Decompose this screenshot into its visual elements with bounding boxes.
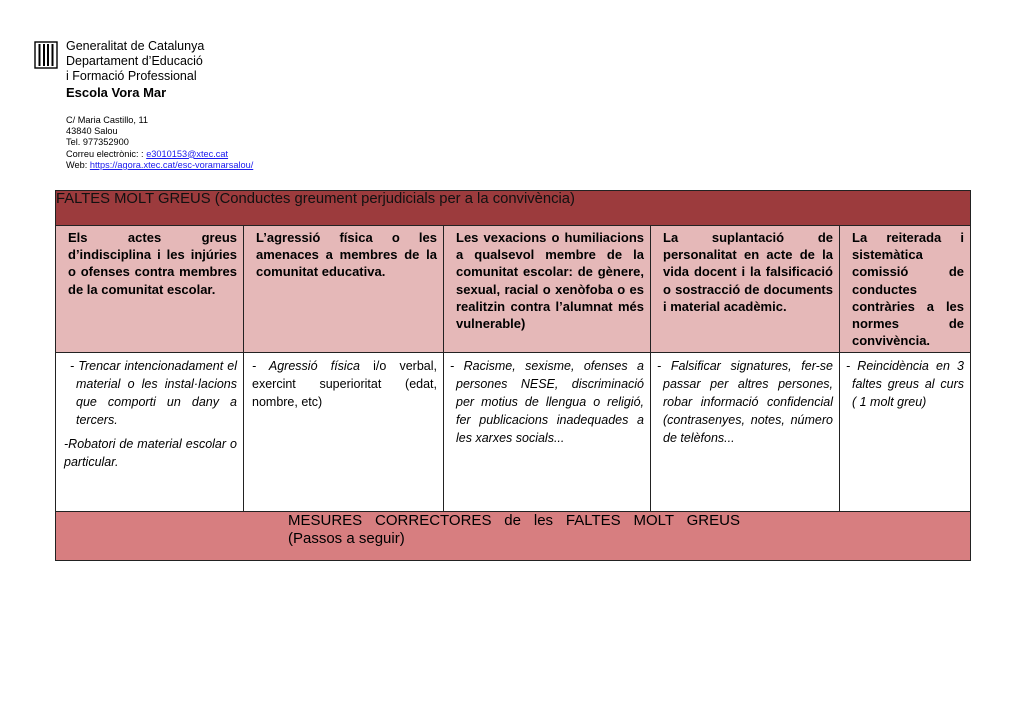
example-cell	[840, 353, 971, 512]
phone: Tel. 977352900	[66, 137, 129, 148]
org-line-3: i Formació Professional	[66, 69, 197, 83]
example-text	[56, 353, 243, 479]
header-cell	[840, 226, 971, 353]
header-text: La reiterada i sistemàtica comissió de conductes contràries a les normes de convivència.	[852, 230, 965, 349]
email-label: Correu electrònic: :	[66, 148, 144, 159]
school-name: Escola Vora Mar	[66, 85, 167, 100]
example-cell	[56, 353, 244, 512]
postal-city: 43840 Salou	[66, 126, 118, 137]
contact-info	[66, 115, 253, 171]
header-row	[56, 226, 971, 353]
measures-row	[56, 512, 971, 561]
organization-name	[66, 39, 204, 101]
example-cell	[444, 353, 651, 512]
web-label: Web:	[66, 159, 88, 170]
example-text	[244, 353, 443, 413]
measures-title: MESURES CORRECTORES de les FALTES MOLT GREUS (Passos a seguir)	[288, 512, 740, 548]
faults-table	[55, 190, 971, 561]
web-line	[66, 160, 253, 171]
header-text: La suplantació de personalitat en acte de la vida docent i la falsificació o sostracció de documents i material acadèmic.	[663, 230, 833, 314]
example-para-2: -Robatori de material escolar o particular.	[64, 437, 237, 470]
header-text: Les vexacions o humiliacions a qualsevol membre de la comunitat escolar: de gènere, sexual, racial o xenòfoba o es realitzin contra l’alumnat més vulnerable)	[456, 230, 644, 332]
example-text: - Racisme, sexisme, ofenses a persones NESE, discriminació per motius de llengua o religió, fer publicacions inadequades a les xarxes socials...	[450, 359, 644, 446]
title-row	[56, 191, 971, 226]
table-title: FALTES MOLT GREUS (Conductes greument perjudicials per a la convivència)	[56, 191, 971, 226]
header-text: L’agressió física o les amenaces a membres de la comunitat educativa.	[256, 230, 437, 280]
header-cell	[244, 226, 444, 353]
generalitat-logo-icon	[34, 41, 58, 69]
header-text: Els actes greus d’indisciplina i les injúries o ofenses contra membres de la comunitat escolar.	[68, 230, 237, 297]
example-text: - Reincidència en 3 faltes greus al curs ( 1 molt greu)	[846, 359, 965, 410]
example-italic: - Agressió física	[252, 359, 360, 374]
header-cell	[444, 226, 651, 353]
email-line	[66, 149, 253, 160]
examples-row	[56, 353, 971, 512]
email-link[interactable]: e3010153@xtec.cat	[146, 148, 229, 159]
header-cell	[56, 226, 244, 353]
example-cell	[244, 353, 444, 512]
example-rest: i/o verbal, exercint superioritat (edat, nombre, etc)	[252, 359, 437, 410]
example-text: - Falsificar signatures, fer-se passar per altres persones, robar informació confidencial (contrasenyes, notes, número de telèfons...	[657, 359, 833, 446]
example-cell	[651, 353, 840, 512]
header-cell	[651, 226, 840, 353]
org-line-1: Generalitat de Catalunya	[66, 39, 205, 53]
web-link[interactable]: https://agora.xtec.cat/esc-voramarsalou/	[89, 159, 254, 170]
example-para-1: - Trencar intencionadament el material o les instal·lacions que comporti un dany a tercers.	[70, 359, 237, 428]
measures-cell	[56, 512, 971, 561]
street-address: C/ Maria Castillo, 11	[66, 115, 149, 125]
org-line-2: Departament d’Educació	[66, 54, 203, 68]
